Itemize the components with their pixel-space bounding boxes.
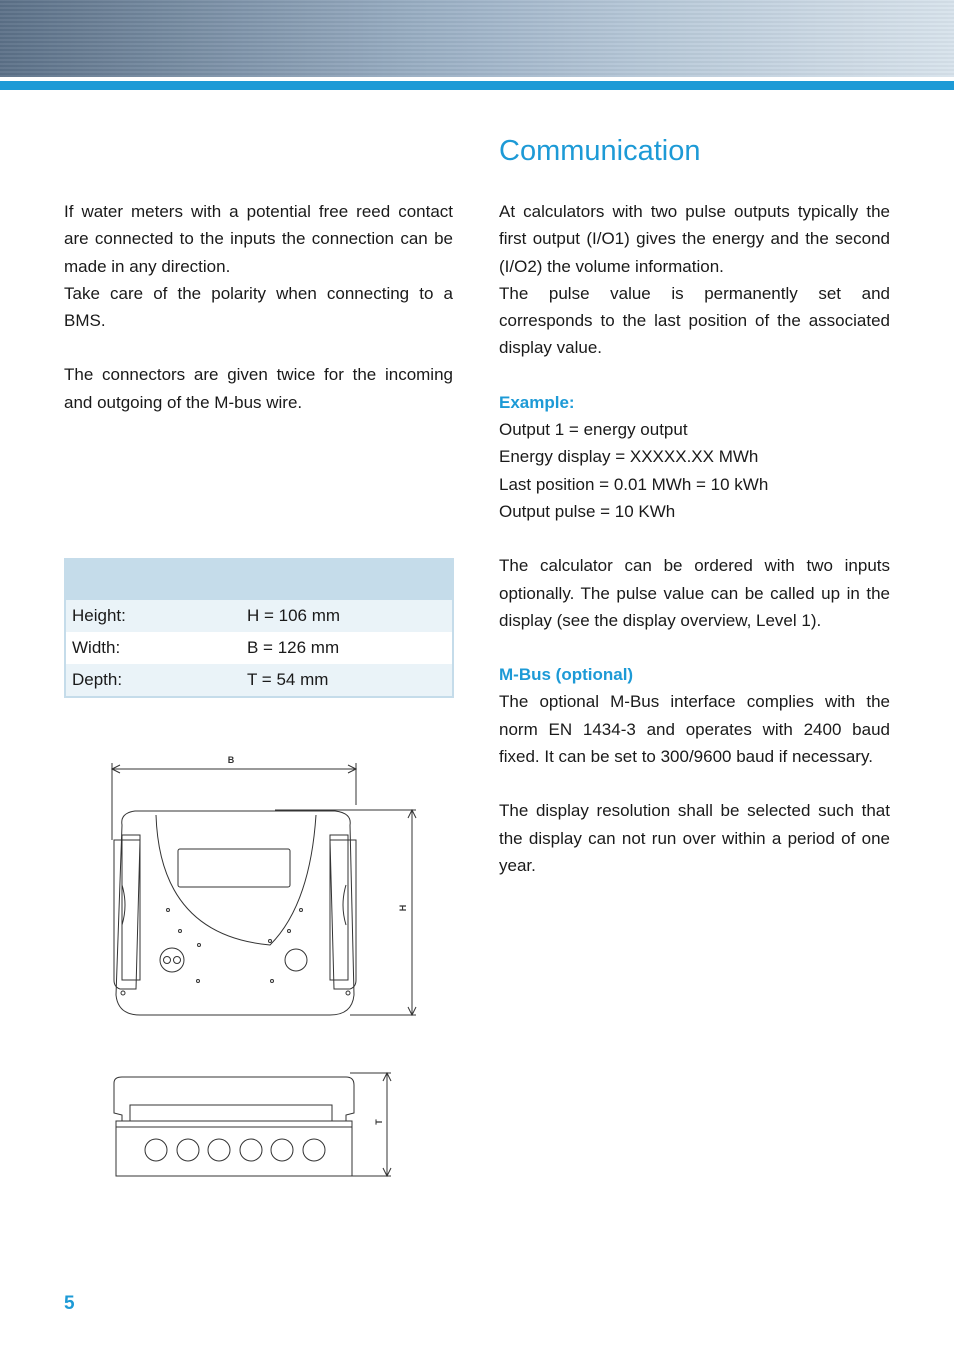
page-number: 5 — [64, 1293, 75, 1314]
row-value: H = 106 mm — [247, 606, 341, 625]
paragraph-inputs: The calculator can be ordered with two inputs optionally. The pulse value can be called up in the display (see the display overview, Level 1). — [499, 556, 890, 630]
example-heading: Example: — [499, 392, 575, 412]
row-label: Width: — [72, 638, 121, 657]
example-line: Energy display = XXXXX.XX MWh — [499, 447, 759, 467]
dimensions-table-header — [66, 560, 452, 600]
row-label: Height: — [72, 606, 126, 625]
width-dimension — [112, 755, 356, 840]
height-dimension — [275, 810, 416, 1015]
row-value: B = 126 mm — [247, 638, 340, 657]
example-line: Output 1 = energy output — [499, 420, 688, 440]
paragraph-reed-contact: If water meters with a potential free reed contact are connected to the inputs the connection can be made in any direction. — [64, 202, 453, 276]
table-row — [66, 600, 452, 632]
left-column — [64, 198, 453, 416]
depth-dimension — [350, 1073, 391, 1176]
dimensions-table — [64, 558, 454, 698]
header-banner — [0, 0, 954, 77]
mbus-heading: M-Bus (optional) — [499, 665, 634, 685]
example-line: Last position = 0.01 MWh = 10 kWh — [499, 474, 769, 494]
paragraph-pulse-value: The pulse value is permanently set and corresponds to the last position of the associated display value. — [499, 283, 890, 358]
table-row — [66, 632, 452, 664]
header-accent-line — [0, 81, 954, 90]
paragraph-pulse-outputs: At calculators with two pulse outputs typically the first output (I/O1) gives the energy and the second (I/O2) the volume information. — [499, 202, 890, 276]
device-technical-drawing — [100, 745, 420, 1185]
row-value: T = 54 mm — [247, 670, 329, 689]
label-t: T — [374, 1119, 384, 1125]
example-line: Output pulse = 10 KWh — [499, 501, 676, 521]
paragraph-polarity: Take care of the polarity when connecting to a BMS. — [64, 283, 453, 331]
paragraph-connectors: The connectors are given twice for the incoming and outgoing of the M-bus wire. — [64, 365, 453, 412]
right-column — [499, 198, 890, 879]
table-row — [66, 664, 452, 696]
label-b: B — [227, 755, 235, 765]
row-label: Depth: — [72, 670, 123, 689]
paragraph-display-resolution: The display resolution shall be selected such that the display can not run over within a period of one year. — [499, 801, 890, 875]
label-h: H — [398, 904, 408, 912]
section-title: Communication — [499, 135, 701, 167]
paragraph-mbus: The optional M-Bus interface complies with the norm EN 1434-3 and operates with 2400 baud fixed. It can be set to 300/9600 baud if necessary. — [499, 692, 890, 767]
device-side-view — [114, 1077, 354, 1176]
device-front-view — [114, 811, 356, 1015]
